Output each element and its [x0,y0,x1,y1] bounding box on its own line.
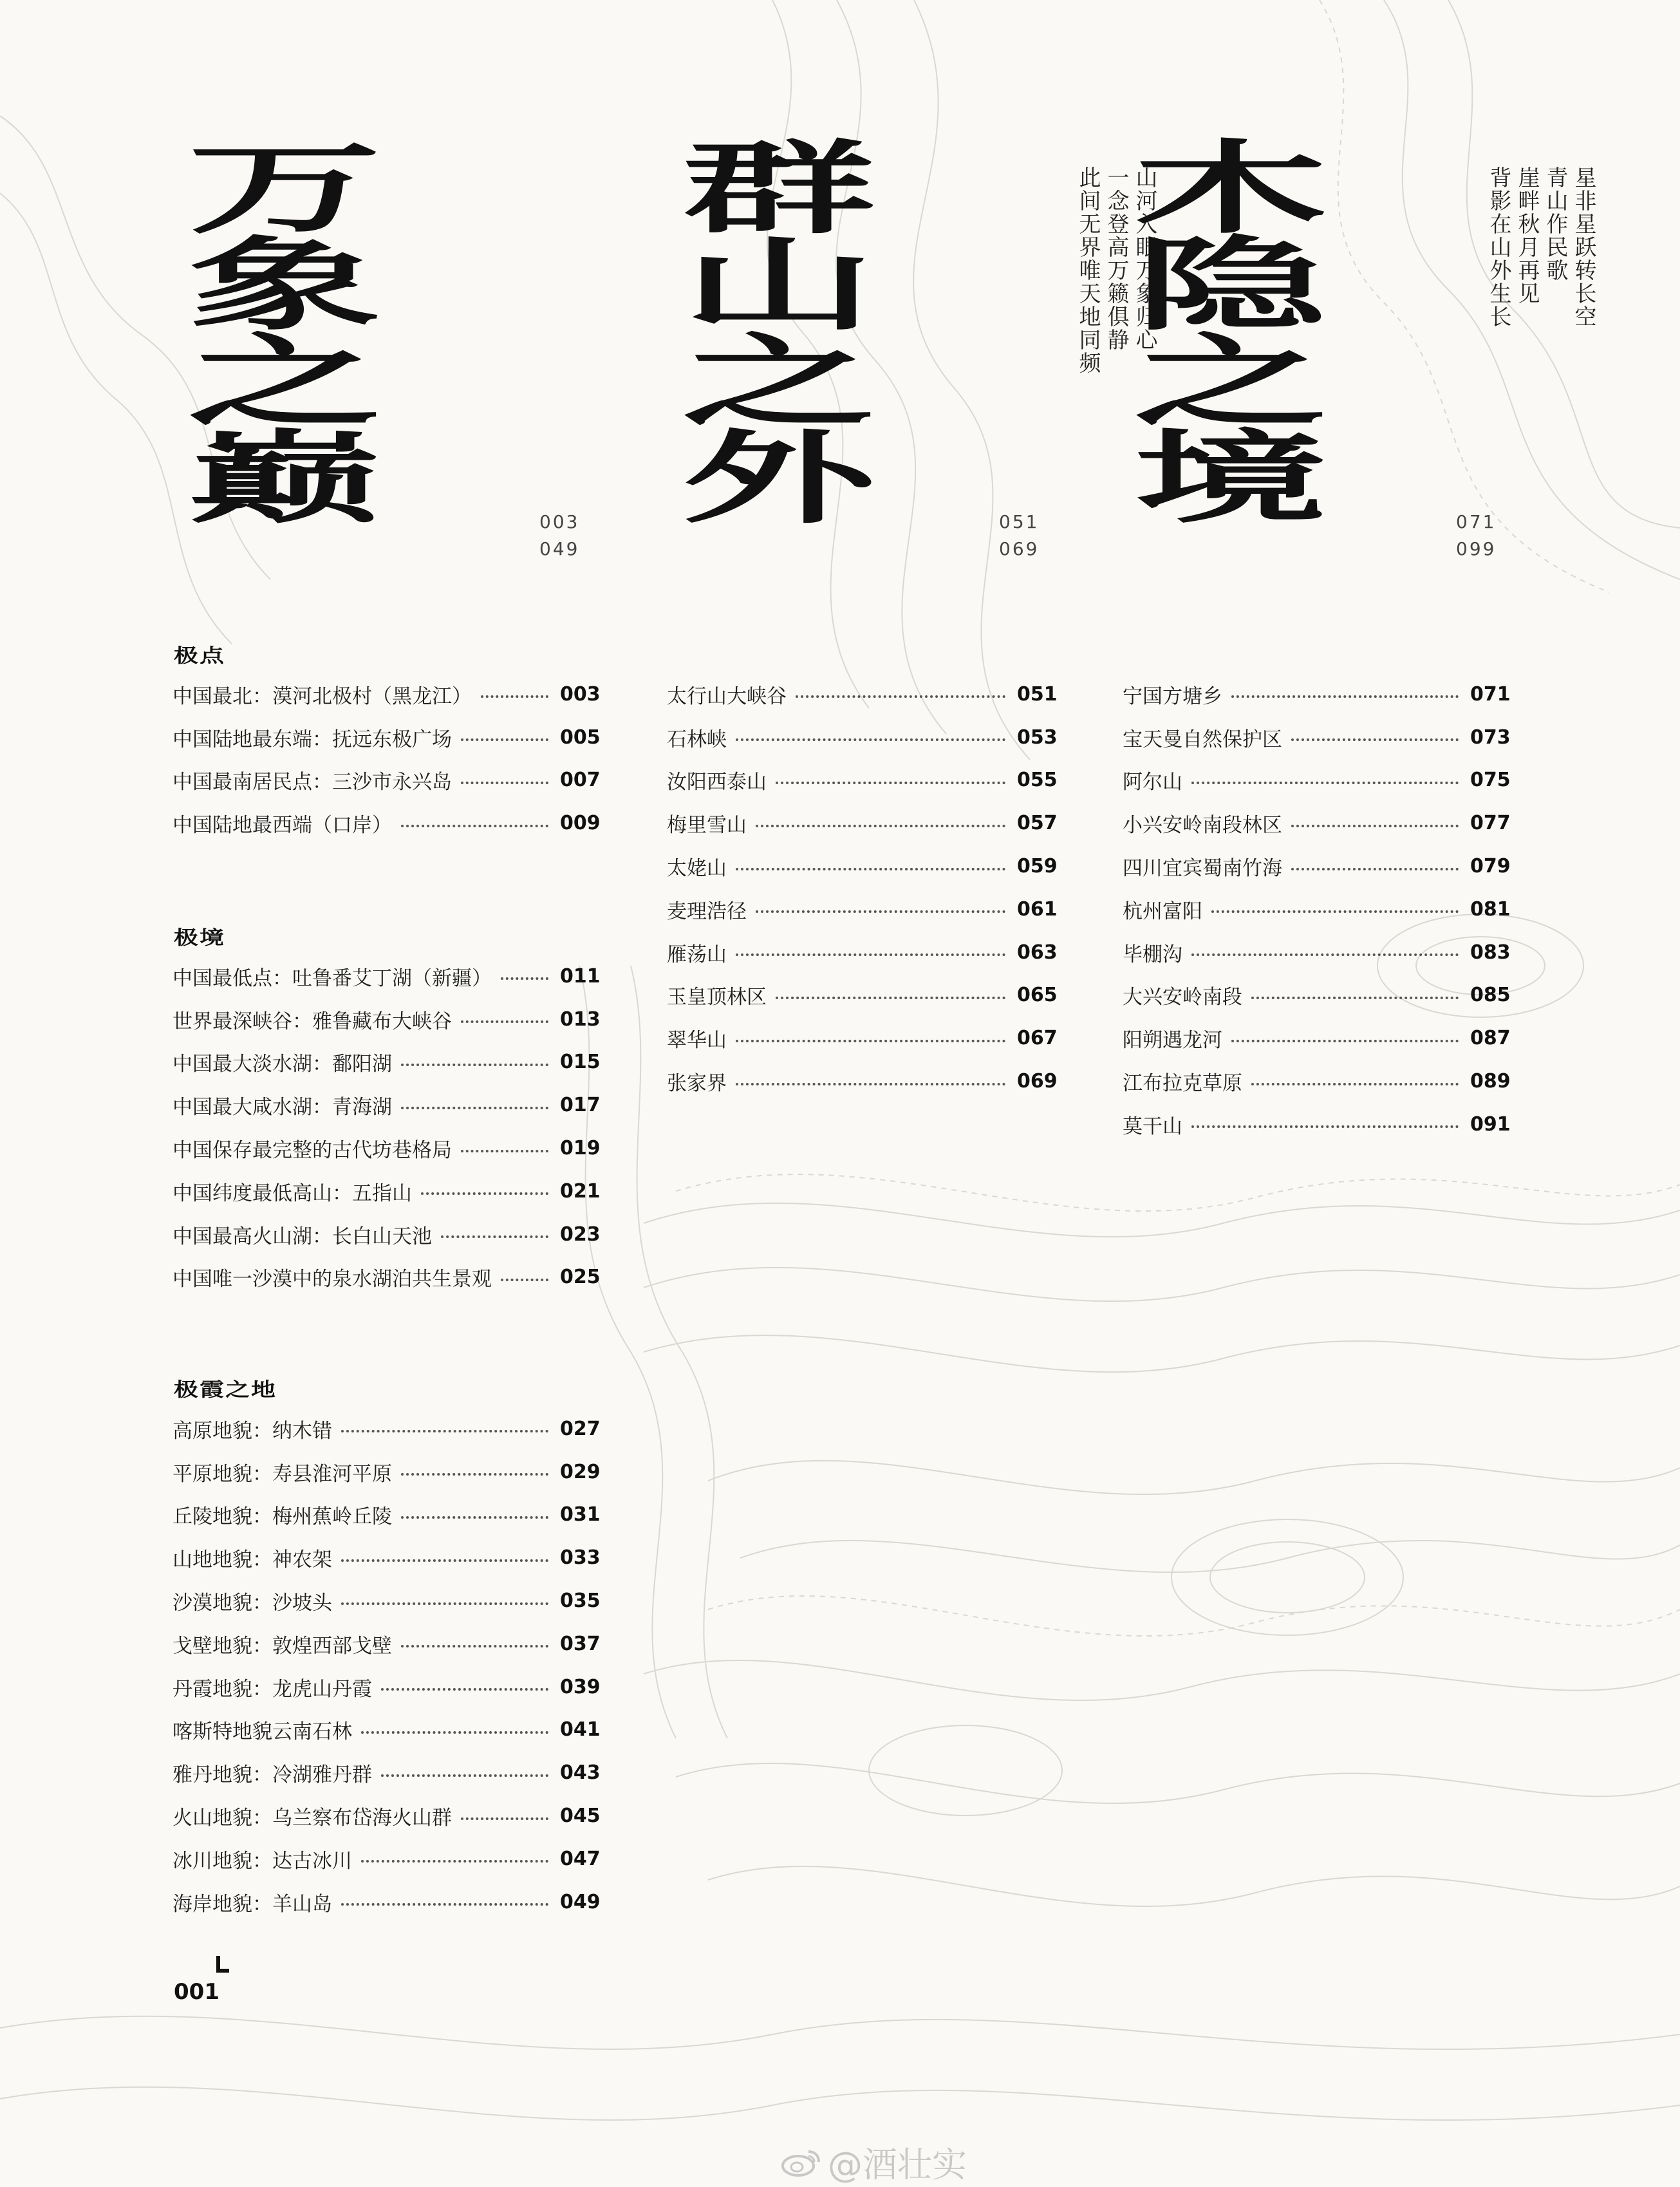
toc-title: 丹霞地貌：龙虎山丹霞 [173,1677,372,1701]
toc-title: 中国保存最完整的古代坊巷格局 [173,1139,452,1163]
dot-leader [401,1064,548,1066]
poem-line: 山河入眼万象归心 [1132,166,1157,352]
toc-entry[interactable] [173,1041,601,1084]
toc-page: 055 [1017,769,1058,792]
toc-title: 宁国方塘乡 [1123,684,1222,708]
toc-page: 075 [1470,769,1511,792]
toc-page: 007 [560,769,601,792]
toc-entry[interactable] [1123,802,1511,845]
toc-entry[interactable] [173,1407,601,1450]
section-range-1 [539,509,579,563]
title-char: 之 [682,323,875,440]
toc-entry[interactable] [1123,1017,1511,1060]
toc-title: 中国最南居民点：三沙市永兴岛 [173,771,452,794]
toc-entry[interactable] [667,931,1058,974]
toc-title: 江布拉克草原 [1123,1072,1242,1096]
corner-mark [216,1956,229,1973]
toc-page: 035 [560,1590,601,1613]
toc-entry[interactable] [173,1579,601,1622]
section-range-2 [999,509,1039,563]
toc-entry[interactable] [1123,759,1511,802]
toc-entry[interactable] [173,1881,601,1924]
title-char: 境 [1134,420,1327,537]
group-heading: 极点 [174,644,226,667]
dot-leader [1191,1125,1459,1128]
toc-entry[interactable] [667,845,1058,888]
toc-title: 中国最北：漠河北极村（黑龙江） [173,684,472,708]
dot-leader [1231,1040,1459,1042]
toc-title: 阿尔山 [1123,771,1182,794]
poem-line: 背影在山外生长 [1486,166,1511,328]
poem-line: 一念登高万籁俱静 [1103,166,1129,352]
toc-entry[interactable] [667,802,1058,845]
toc-title: 太行山大峡谷 [667,684,787,708]
toc-entry[interactable] [173,1536,601,1579]
dot-leader [736,1083,1005,1085]
dot-leader [501,1279,548,1281]
dot-leader [796,695,1005,698]
dot-leader [736,738,1005,741]
toc-title: 石林峡 [667,727,727,751]
title-char: 之 [1134,323,1327,440]
toc-title: 丘陵地貌：梅州蕉岭丘陵 [173,1505,392,1529]
toc-entry[interactable] [173,1666,601,1709]
toc-entry[interactable] [173,1494,601,1537]
toc-title: 中国陆地最东端：抚远东极广场 [173,727,452,751]
dot-leader [756,825,1005,827]
toc-entry[interactable] [667,1060,1058,1103]
toc-page: 091 [1470,1112,1511,1136]
toc-entry[interactable] [667,759,1058,802]
toc-page: 061 [1017,897,1058,921]
toc-page: 017 [560,1094,601,1117]
toc-page: 043 [560,1761,601,1785]
toc-title: 海岸地貌：羊山岛 [173,1892,332,1916]
title-char: 万 [188,130,381,247]
toc-title: 杭州富阳 [1123,899,1202,923]
toc-title: 戈壁地貌：敦煌西部戈壁 [173,1634,392,1658]
toc-entry[interactable] [173,1709,601,1752]
toc-col-3 [1123,673,1511,1146]
section-title-2 [663,130,895,550]
range-start: 071 [1456,511,1497,532]
dot-leader [736,953,1005,956]
toc-title: 张家界 [667,1072,727,1096]
poem-line: 星非星跃转长空 [1571,166,1596,328]
dot-leader [776,997,1005,999]
toc-title: 平原地貌：寿县淮河平原 [173,1462,392,1486]
toc-title: 中国陆地最西端（口岸） [173,814,392,838]
dot-leader [341,1602,548,1605]
toc-title: 大兴安岭南段 [1123,986,1242,1009]
toc-entry[interactable] [173,1751,601,1794]
dot-leader [776,782,1005,784]
toc-col-2 [667,673,1058,1103]
toc-page: 005 [560,726,601,749]
toc-title: 中国最高火山湖：长白山天池 [173,1225,432,1248]
toc-title: 四川宜宾蜀南竹海 [1123,857,1282,881]
dot-leader [361,1731,548,1734]
toc-page: 087 [1470,1027,1511,1050]
title-char: 山 [682,227,875,344]
toc-page: 083 [1470,941,1511,964]
dot-leader [361,1860,548,1863]
title-char: 群 [682,130,875,247]
range-end: 099 [1456,538,1497,559]
title-char: 木 [1134,130,1327,247]
toc-title: 毕棚沟 [1123,943,1182,966]
title-char: 外 [682,420,875,537]
range-start: 051 [999,511,1040,532]
toc-page: 071 [1470,682,1511,706]
toc-entry[interactable] [173,1256,601,1299]
dot-leader [1251,997,1459,999]
dot-leader [501,977,548,980]
toc-title: 火山地貌：乌兰察布岱海火山群 [173,1807,452,1830]
toc-entry[interactable] [1123,974,1511,1017]
toc-page: 059 [1017,855,1058,878]
toc-entry[interactable] [1123,716,1511,759]
dot-leader [461,782,548,784]
toc-page: 073 [1470,726,1511,749]
toc-page: 033 [560,1546,601,1570]
toc-entry[interactable] [173,1127,601,1170]
dot-leader [1211,910,1459,913]
toc-page: 039 [560,1675,601,1698]
toc-title: 玉皇顶林区 [667,986,767,1009]
toc-title: 中国最低点：吐鲁番艾丁湖（新疆） [173,966,492,990]
toc-entry[interactable] [667,888,1058,931]
dot-leader [401,1645,548,1647]
toc-entry[interactable] [173,802,601,845]
toc-entry[interactable] [1123,673,1511,716]
dot-leader [441,1235,548,1238]
toc-title: 翠华山 [667,1029,727,1053]
toc-entry[interactable] [1123,931,1511,974]
toc-title: 麦理浩径 [667,899,747,923]
toc-page: 067 [1017,1027,1058,1050]
dot-leader [736,868,1005,870]
toc-page: 027 [560,1417,601,1440]
page-number: 001 [174,1979,219,2005]
toc-page: 009 [560,812,601,835]
toc-page: 053 [1017,726,1058,749]
toc-page: 011 [560,964,601,988]
title-char: 象 [188,227,381,344]
toc-entry[interactable] [173,1170,601,1213]
dot-leader [341,1903,548,1906]
dot-leader [341,1430,548,1432]
weibo-logo-icon [780,2148,821,2177]
dot-leader [461,1020,548,1023]
title-char: 巅 [188,420,381,537]
toc-title: 中国唯一沙漠中的泉水湖泊共生景观 [173,1268,492,1291]
toc-entry[interactable] [173,1450,601,1494]
group-heading: 极境 [174,926,226,949]
toc-entry[interactable] [173,1213,601,1256]
toc-entry[interactable] [173,998,601,1041]
watermark-text: @酒壮实 [828,2145,967,2185]
toc-title: 汝阳西泰山 [667,771,767,794]
toc-entry[interactable] [173,673,601,716]
toc-entry[interactable] [1123,845,1511,888]
toc-page: 023 [560,1223,601,1246]
dot-leader [1191,782,1459,784]
toc-title: 宝天曼自然保护区 [1123,727,1282,751]
dot-leader [381,1774,548,1777]
dot-leader [736,1040,1005,1042]
toc-title: 梅里雪山 [667,814,747,838]
toc-page: 085 [1470,984,1511,1007]
toc-page: 063 [1017,941,1058,964]
dot-leader [401,1516,548,1519]
toc-title: 世界最深峡谷：雅鲁藏布大峡谷 [173,1009,452,1033]
toc-title: 太姥山 [667,857,727,881]
toc-title: 高原地貌：纳木错 [173,1419,332,1443]
poem-line: 此间无界唯天地同频 [1075,166,1101,375]
toc-page: 013 [560,1008,601,1031]
toc-page: 081 [1470,897,1511,921]
dot-leader [401,825,548,827]
dot-leader [461,738,548,741]
dot-leader [1291,738,1459,741]
toc-entry[interactable] [173,1622,601,1666]
toc-entry[interactable] [173,1794,601,1837]
toc-page: 069 [1017,1070,1058,1093]
group-heading: 极霞之地 [174,1378,277,1401]
dot-leader [756,910,1005,913]
range-end: 049 [539,538,580,559]
toc-page: 057 [1017,812,1058,835]
toc-title: 沙漠地貌：沙坡头 [173,1591,332,1615]
toc-title: 冰川地貌：达古冰川 [173,1849,352,1873]
toc-entry[interactable] [1123,1060,1511,1103]
poem-line: 崖畔秋月再见 [1514,166,1540,305]
toc-page: 051 [1017,682,1058,706]
dot-leader [401,1107,548,1109]
toc-title: 中国最大咸水湖：青海湖 [173,1096,392,1120]
toc-page: 021 [560,1179,601,1203]
toc-title: 中国最大淡水湖：鄱阳湖 [173,1053,392,1076]
toc-page: 015 [560,1051,601,1074]
toc-page: 031 [560,1503,601,1526]
toc-title: 阳朔遇龙河 [1123,1029,1222,1053]
toc-page: 025 [560,1266,601,1289]
toc-page: 045 [560,1805,601,1828]
toc-title: 雅丹地貌：冷湖雅丹群 [173,1763,372,1787]
toc-entry[interactable] [667,1017,1058,1060]
toc-page: 003 [560,682,601,706]
toc-page: 089 [1470,1070,1511,1093]
title-char: 隐 [1134,227,1327,344]
toc-page: 079 [1470,855,1511,878]
toc-entry[interactable] [1123,1103,1511,1146]
toc-title: 中国纬度最低高山：五指山 [173,1181,412,1205]
toc-entry[interactable] [173,955,601,998]
toc-title: 山地地貌：神农架 [173,1548,332,1572]
toc-group-2 [173,955,601,1299]
toc-entry[interactable] [1123,888,1511,931]
toc-page: 049 [560,1890,601,1913]
toc-entry[interactable] [173,1084,601,1127]
watermark [780,2137,967,2187]
toc-entry[interactable] [173,759,601,802]
dot-leader [1251,1083,1459,1085]
toc-title: 喀斯特地貌云南石林 [173,1720,352,1744]
section-range-3 [1456,509,1496,563]
dot-leader [381,1688,548,1691]
toc-page: 019 [560,1137,601,1160]
dot-leader [461,1150,548,1152]
toc-group-3 [173,1407,601,1924]
toc-entry[interactable] [667,716,1058,759]
toc-title: 小兴安岭南段林区 [1123,814,1282,838]
toc-entry[interactable] [173,716,601,759]
range-end: 069 [999,538,1040,559]
toc-page: 065 [1017,984,1058,1007]
section-poem-3 [1398,166,1680,491]
toc-page: 037 [560,1632,601,1655]
range-start: 003 [539,511,580,532]
toc-title: 雁荡山 [667,943,727,966]
title-char: 之 [188,323,381,440]
toc-page: 077 [1470,812,1511,835]
dot-leader [461,1817,548,1820]
dot-leader [1291,868,1459,870]
toc-title: 莫干山 [1123,1114,1182,1138]
dot-leader [481,695,548,698]
section-title-1 [169,130,400,550]
dot-leader [401,1473,548,1476]
dot-leader [1231,695,1459,698]
toc-group-1 [173,673,601,845]
toc-entry[interactable] [667,673,1058,716]
section-title-3 [1115,130,1347,550]
toc-entry[interactable] [173,1837,601,1881]
toc-page: 047 [560,1847,601,1870]
dot-leader [1291,825,1459,827]
dot-leader [341,1559,548,1562]
toc-page: 041 [560,1718,601,1741]
dot-leader [1191,953,1459,956]
toc-entry[interactable] [667,974,1058,1017]
dot-leader [421,1192,548,1195]
poem-line: 青山作民歌 [1542,166,1568,282]
toc-page: 029 [560,1460,601,1483]
